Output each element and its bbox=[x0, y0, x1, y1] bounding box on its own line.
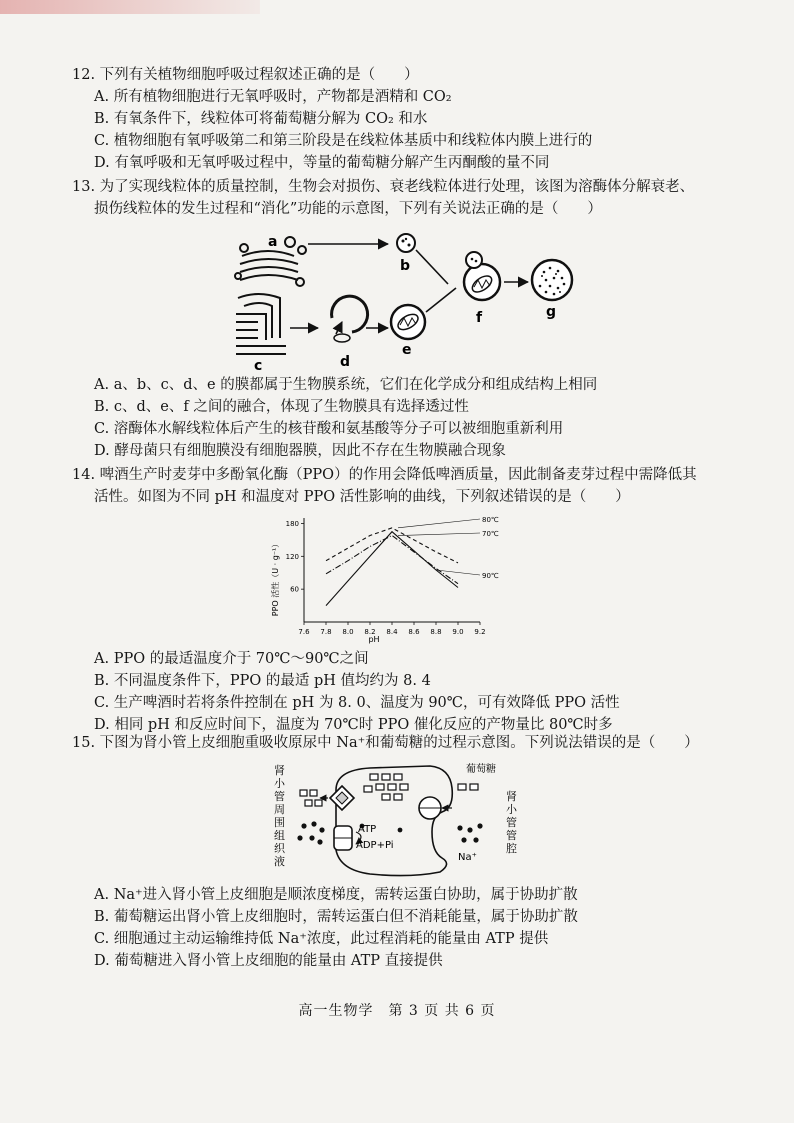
label-d: d bbox=[340, 354, 351, 370]
chart-series-label: 90℃ bbox=[482, 572, 499, 580]
question-13-options bbox=[72, 374, 732, 462]
question-13-option-b: B. c、d、e、f 之间的融合，体现了生物膜具有选择透过性 bbox=[94, 399, 469, 415]
chart-series bbox=[326, 528, 458, 606]
chart-y-tick-label: 120 bbox=[285, 552, 299, 561]
question-14-stem-line1: 14. 啤酒生产时麦芽中多酚氧化酶（PPO）的作用会降低啤酒质量，因此制备麦芽过程中需降低其 bbox=[72, 467, 697, 483]
sodium-ions-lumen bbox=[457, 823, 482, 842]
chart-y-axis-label: PPO 活性（U · g⁻¹） bbox=[271, 539, 280, 617]
label-e: e bbox=[402, 342, 412, 358]
epithelial-cell-membrane bbox=[336, 766, 452, 876]
glucose-label: 葡萄糖 bbox=[466, 764, 496, 775]
kidney-tubule-transport-diagram bbox=[270, 760, 530, 880]
question-12-option-d: D. 有氧呼吸和无氧呼吸过程中，等量的葡萄糖分解产生丙酮酸的量不同 bbox=[94, 155, 550, 171]
question-15-option-d: D. 葡萄糖进入肾小管上皮细胞的能量由 ATP 直接提供 bbox=[94, 953, 443, 969]
chart-x-axis-label: pH bbox=[368, 635, 380, 644]
atp-label: ATP bbox=[358, 824, 377, 835]
question-15-option-c: C. 细胞通过主动运输维持低 Na⁺浓度，此过程消耗的能量由 ATP 提供 bbox=[94, 931, 549, 947]
structure-d-autophagosome-forming bbox=[332, 296, 368, 342]
sodium-pump-protein bbox=[334, 826, 352, 850]
chart-series-line-2 bbox=[326, 532, 458, 606]
label-c: c bbox=[254, 358, 263, 374]
question-14 bbox=[72, 464, 732, 508]
chart-x-tick-label: 9.2 bbox=[474, 628, 486, 636]
question-14-option-a: A. PPO 的最适温度介于 70℃～90℃之间 bbox=[94, 651, 369, 667]
question-14-options bbox=[72, 648, 732, 736]
chart-x-tick-label: 8.2 bbox=[364, 628, 376, 636]
structure-f-autolysosome bbox=[464, 252, 500, 300]
question-13-option-c: C. 溶酶体水解线粒体后产生的核苷酸和氨基酸等分子可以被细胞重新利用 bbox=[94, 421, 564, 437]
question-15 bbox=[72, 732, 732, 754]
question-15-option-b: B. 葡萄糖运出肾小管上皮细胞时，需转运蛋白但不消耗能量，属于协助扩散 bbox=[94, 909, 578, 925]
structure-e-autophagosome bbox=[391, 305, 425, 339]
chart-ticks bbox=[286, 520, 486, 636]
chart-x-tick-label: 8.4 bbox=[386, 628, 398, 636]
question-12-option-a: A. 所有植物细胞进行无氧呼吸时，产物都是酒精和 CO₂ bbox=[94, 89, 452, 105]
glucose-molecules-outside bbox=[300, 790, 322, 806]
svg-text:肾小管周围组织液: 肾小管周围组织液 bbox=[274, 764, 285, 868]
chart-series-line-1 bbox=[326, 536, 458, 584]
question-13-option-a: A. a、b、c、d、e 的膜都属于生物膜系统，它们在化学成分和组成结构上相同 bbox=[94, 377, 598, 393]
svg-text:肾小管管腔: 肾小管管腔 bbox=[506, 790, 517, 855]
question-15-option-a: A. Na⁺进入肾小管上皮细胞是顺浓度梯度，需转运蛋白协助，属于协助扩散 bbox=[94, 887, 578, 903]
sodium-glucose-cotransporter bbox=[419, 797, 441, 819]
question-15-stem: 15. 下图为肾小管上皮细胞重吸收原尿中 Na⁺和葡萄糖的过程示意图。下列说法错误的是（ ） bbox=[72, 735, 699, 751]
question-14-option-d: D. 相同 pH 和反应时间下，温度为 70℃时 PPO 催化反应的产物量比 80℃时多 bbox=[94, 717, 613, 733]
chart-label-leader bbox=[398, 533, 480, 536]
sodium-ions-outside bbox=[297, 821, 324, 844]
label-tubule-lumen bbox=[506, 789, 518, 855]
question-12 bbox=[72, 64, 732, 174]
question-13-option-d: D. 酵母菌只有细胞膜没有细胞器膜，因此不存在生物膜融合现象 bbox=[94, 443, 506, 459]
chart-x-tick-label: 9.0 bbox=[452, 628, 464, 636]
label-f: f bbox=[476, 310, 483, 326]
chart-series-labels bbox=[398, 516, 499, 580]
chart-series-label: 70℃ bbox=[482, 530, 499, 538]
question-12-stem: 12. 下列有关植物细胞呼吸过程叙述正确的是（ ） bbox=[72, 67, 419, 83]
question-14-option-c: C. 生产啤酒时若将条件控制在 pH 为 8. 0、温度为 90℃，可有效降低 PPO 活性 bbox=[94, 695, 620, 711]
chart-x-tick-label: 8.0 bbox=[342, 628, 354, 636]
question-12-option-c: C. 植物细胞有氧呼吸第二和第三阶段是在线粒体基质中和线粒体内膜上进行的 bbox=[94, 133, 593, 149]
chart-x-tick-label: 8.6 bbox=[408, 628, 420, 636]
mitochondria-lysosome-diagram bbox=[228, 226, 588, 374]
chart-y-tick-label: 60 bbox=[290, 585, 299, 594]
question-13 bbox=[72, 176, 732, 220]
chart-label-leader bbox=[436, 570, 480, 575]
chart-x-tick-label: 7.6 bbox=[298, 628, 310, 636]
label-g: g bbox=[546, 304, 557, 320]
glucose-carrier-protein bbox=[330, 786, 354, 810]
page-top-mark bbox=[0, 0, 260, 14]
structure-g-digested-contents bbox=[532, 260, 572, 300]
chart-label-leader bbox=[398, 519, 480, 528]
question-12-option-b: B. 有氧条件下，线粒体可将葡萄糖分解为 CO₂ 和水 bbox=[94, 111, 428, 127]
label-b: b bbox=[400, 258, 411, 274]
chart-x-tick-label: 7.8 bbox=[320, 628, 332, 636]
structure-b-lysosome bbox=[397, 234, 415, 252]
page-footer: 高一生物学 第 3 页 共 6 页 bbox=[298, 1003, 496, 1019]
label-peritubular-fluid bbox=[274, 763, 286, 868]
chart-y-tick-label: 180 bbox=[285, 519, 299, 528]
sodium-label: Na⁺ bbox=[458, 852, 477, 863]
question-14-option-b: B. 不同温度条件下，PPO 的最适 pH 值均约为 8. 4 bbox=[94, 673, 431, 689]
glucose-molecules-inside bbox=[364, 774, 408, 800]
chart-series-line-0 bbox=[326, 528, 458, 563]
adp-label: ADP+Pi bbox=[356, 840, 394, 851]
question-13-stem-line2: 损伤线粒体的发生过程和“消化”功能的示意图，下列有关说法正确的是（ ） bbox=[94, 201, 602, 217]
glucose-molecules-lumen bbox=[458, 784, 478, 790]
chart-x-tick-label: 8.8 bbox=[430, 628, 442, 636]
question-13-stem-line1: 13. 为了实现线粒体的质量控制，生物会对损伤、衰老线粒体进行处理，该图为溶酶体分解衰老、 bbox=[72, 179, 695, 195]
chart-series-label: 80℃ bbox=[482, 516, 499, 524]
ppo-activity-chart bbox=[268, 508, 518, 646]
structure-c-endoplasmic-reticulum bbox=[236, 294, 286, 354]
question-14-stem-line2: 活性。如图为不同 pH 和温度对 PPO 活性影响的曲线，下列叙述错误的是（ ） bbox=[94, 489, 630, 505]
label-a: a bbox=[268, 234, 278, 250]
question-15-options bbox=[72, 884, 732, 972]
